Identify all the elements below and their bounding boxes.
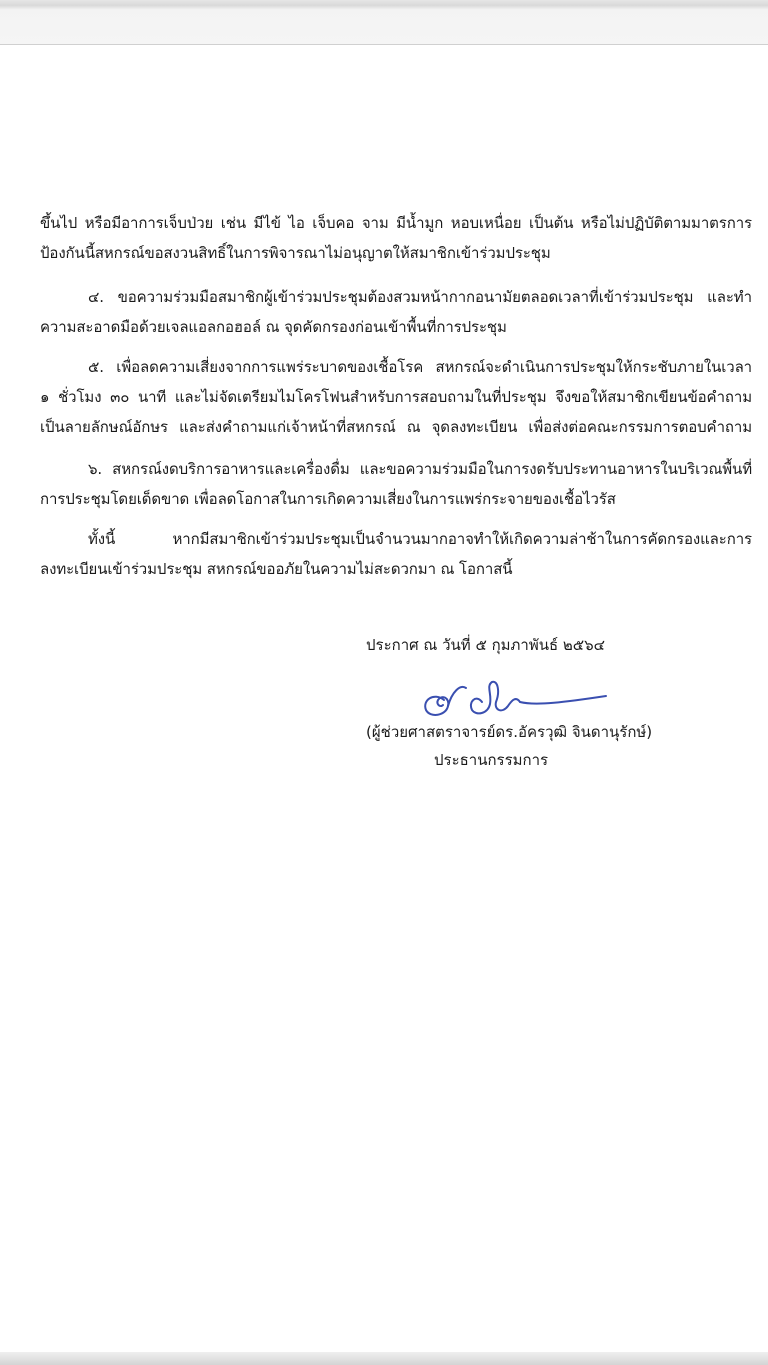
paragraph-item-5-line-1: ๕. เพื่อลดความเสี่ยงจากการแพร่ระบาดของเชื้อโรค สหกรณ์จะดำเนินการประชุมให้กระชับภายในเวลา bbox=[88, 358, 752, 376]
paragraph-item-5-line-3: เป็นลายลักษณ์อักษร และส่งคำถามแก่เจ้าหน้าที่สหกรณ์ ณ จุดลงทะเบียน เพื่อส่งต่อคณะกรรมการตอบคำถาม bbox=[40, 418, 752, 436]
paragraph-item-6-line-2: การประชุมโดยเด็ดขาด เพื่อลดโอกาสในการเกิดความเสี่ยงในการแพร่กระจายของเชื้อไวรัส bbox=[40, 490, 616, 508]
paragraph-1-line-1: ขึ้นไป หรือมีอาการเจ็บป่วย เช่น มีไข้ ไอ เจ็บคอ จาม มีน้ำมูก หอบเหนื่อย เป็นต้น หรือไม่ปฏิบัติตามมาตรการ bbox=[40, 214, 752, 232]
paragraph-item-6-line-1: ๖. สหกรณ์งดบริการอาหารและเครื่องดื่ม และขอความร่วมมือในการงดรับประทานอาหารในบริเวณพื้นที่ bbox=[88, 460, 752, 478]
paragraph-item-4-line-1: ๔. ขอความร่วมมือสมาชิกผู้เข้าร่วมประชุมต้องสวมหน้ากากอนามัยตลอดเวลาที่เข้าร่วมประชุม และทำ bbox=[88, 288, 752, 306]
viewer-top-bar bbox=[0, 0, 768, 45]
signatory-position: ประธานกรรมการ bbox=[434, 751, 549, 769]
paragraph-closing bbox=[40, 524, 752, 584]
paragraph-item-5-line-2: ๑ ชั่วโมง ๓๐ นาที และไม่จัดเตรียมไมโครโฟนสำหรับการสอบถามในที่ประชุม จึงขอให้สมาชิกเขียนข้อคำถาม bbox=[40, 388, 752, 406]
paragraph-item-6 bbox=[40, 454, 752, 514]
paragraph-item-4-line-2: ความสะอาดมือด้วยเจลแอลกอฮอล์ ณ จุดคัดกรองก่อนเข้าพื้นที่การประชุม bbox=[40, 318, 507, 336]
paragraph-item-5 bbox=[40, 352, 752, 442]
paragraph-1-line-2: ป้องกันนี้สหกรณ์ขอสงวนสิทธิ์ในการพิจารณาไม่อนุญาตให้สมาชิกเข้าร่วมประชุม bbox=[40, 244, 551, 262]
handwritten-signature bbox=[416, 672, 616, 722]
signatory-name: (ผู้ช่วยศาสตราจารย์ดร.อัครวุฒิ จินดานุรักษ์) bbox=[366, 723, 653, 741]
viewer-bottom-bar bbox=[0, 1352, 768, 1365]
paragraph-1 bbox=[40, 208, 752, 268]
paragraph-item-4 bbox=[40, 282, 752, 342]
paragraph-closing-line-1: ทั้งนี้ หากมีสมาชิกเข้าร่วมประชุมเป็นจำนวนมากอาจทำให้เกิดความล่าช้าในการคัดกรองและการ bbox=[88, 530, 752, 548]
paragraph-closing-line-2: ลงทะเบียนเข้าร่วมประชุม สหกรณ์ขออภัยในความไม่สะดวกมา ณ โอกาสนี้ bbox=[40, 560, 513, 578]
announcement-date: ประกาศ ณ วันที่ ๕ กุมภาพันธ์ ๒๕๖๔ bbox=[366, 636, 606, 654]
